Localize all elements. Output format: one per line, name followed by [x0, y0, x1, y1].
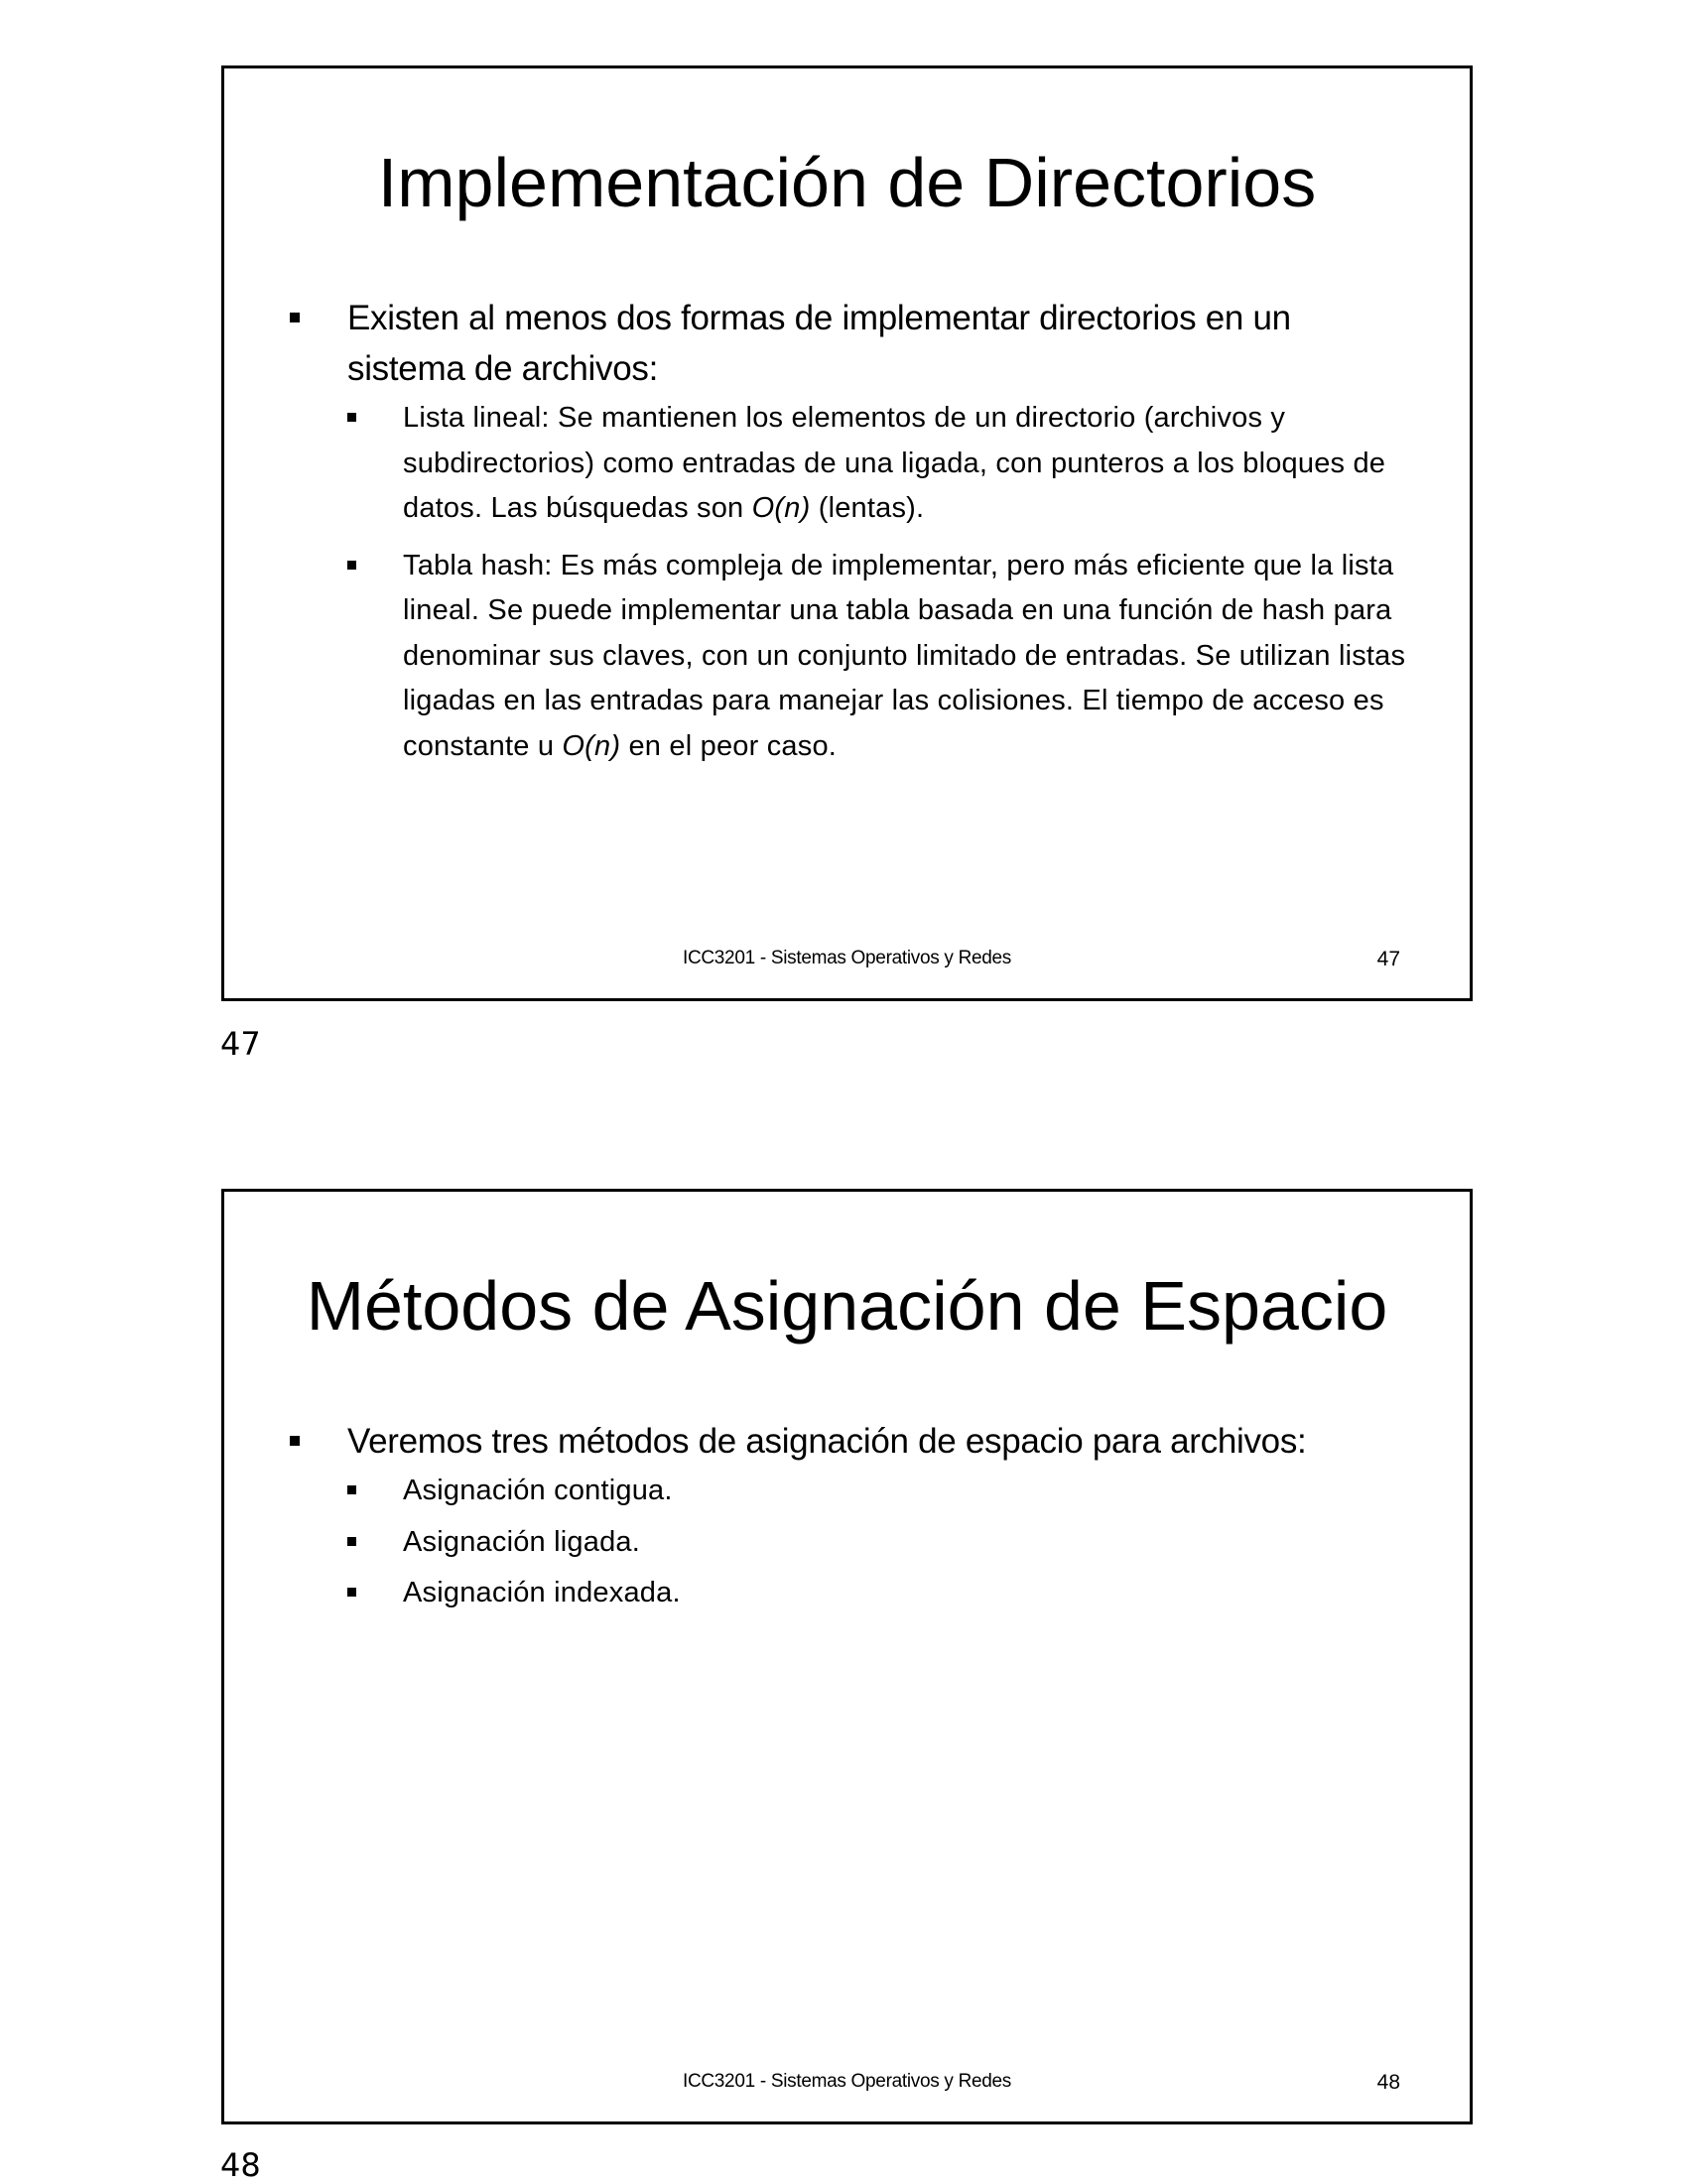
square-bullet-icon [347, 561, 356, 570]
sub-bullet-text: Asignación indexada. [403, 1577, 681, 1608]
bullet-text: Veremos tres métodos de asignación de espacio para archivos: [347, 1422, 1307, 1461]
page-number: 47 [220, 1025, 261, 1063]
sub-bullet-italic: O(n) [751, 492, 811, 524]
sub-bullet-item [347, 1520, 1410, 1566]
slide-48 [221, 1189, 1473, 2124]
slide-title: Métodos de Asignación de Espacio [306, 1267, 1388, 1345]
square-bullet-icon [347, 1485, 356, 1494]
square-bullet-icon [347, 1588, 356, 1597]
sub-bullet-item [347, 544, 1410, 770]
sub-bullet-text: Tabla hash: Es más compleja de implementar, pero más eficiente que la lista lineal. Se puede implementar una tabla basada en una función de hash para denominar sus claves, con un conjunto limitado de entradas. Se utilizan listas ligadas en las entradas para manejar las colisiones. El tiempo de acceso es constante u [403, 549, 1406, 762]
slide-47 [221, 65, 1473, 1001]
sub-bullet-text: Asignación contigua. [403, 1475, 673, 1506]
sub-bullet-item [347, 1469, 1410, 1514]
square-bullet-icon [347, 413, 356, 422]
page-number: 48 [220, 2146, 261, 2184]
footer-slide-number: 48 [1376, 2071, 1400, 2094]
sub-bullet-text: Lista lineal: Se mantienen los elementos de un directorio (archivos y subdirectorios) como entradas de una ligada, con punteros a los bloques de datos. Las búsquedas son [403, 402, 1386, 524]
bullet-list [286, 293, 1410, 781]
bullet-item [286, 1416, 1410, 1616]
sub-bullet-list [347, 1469, 1410, 1616]
sub-bullet-item [347, 396, 1410, 532]
square-bullet-icon [290, 1436, 300, 1446]
sub-bullet-text: Asignación ligada. [403, 1525, 640, 1558]
footer-course-name: ICC3201 - Sistemas Operativos y Redes [682, 2071, 1012, 2092]
sub-bullet-item [347, 1571, 1410, 1616]
sub-bullet-italic: O(n) [562, 729, 621, 762]
slide-title: Implementación de Directorios [377, 144, 1317, 221]
sub-bullet-list [347, 396, 1410, 769]
square-bullet-icon [290, 313, 300, 322]
footer-course-name: ICC3201 - Sistemas Operativos y Redes [682, 948, 1012, 968]
bullet-list [286, 1416, 1410, 1622]
sub-bullet-text-end: (lentas). [810, 492, 925, 524]
footer-slide-number: 47 [1376, 948, 1400, 970]
sub-bullet-text-end: en el peor caso. [620, 729, 838, 762]
bullet-item [286, 293, 1410, 769]
square-bullet-icon [347, 1537, 356, 1546]
bullet-text: Existen al menos dos formas de implementar directorios en un sistema de archivos: [347, 299, 1291, 388]
